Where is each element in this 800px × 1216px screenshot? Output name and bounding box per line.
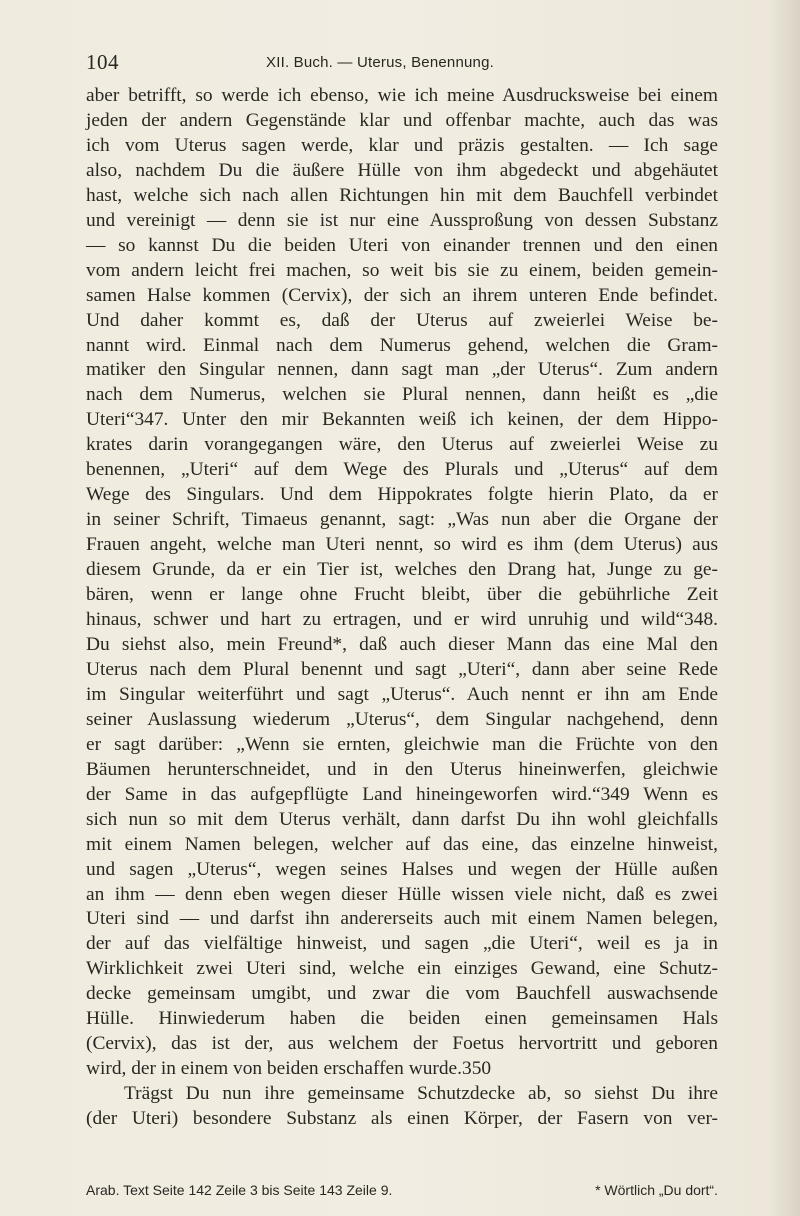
text-line: aber betrifft, so werde ich ebenso, wie ich meine Ausdrucksweise bei einem [86, 85, 718, 106]
text-line: decke gemeinsam umgibt, und zwar die vom Bauchfell auswachsende [86, 983, 718, 1005]
text-line: an ihm — denn eben wegen dieser Hülle wissen viele nicht, daß es zwei [86, 883, 718, 905]
text-line: Wirklichkeit zwei Uteri sind, welche ein einziges Gewand, eine Schutz- [86, 958, 718, 980]
text-line: Trägst Du nun ihre gemeinsame Schutzdecke ab, so siehst Du ihre [124, 1083, 718, 1105]
text-line: Frauen angeht, welche man Uteri nennt, so wird es ihm (dem Uterus) aus [86, 534, 718, 556]
text-line: samen Halse kommen (Cervix), der sich an ihrem unteren Ende befindet. [86, 284, 718, 306]
text-line: Uteri“347. Unter den mir Bekannten weiß ich keinen, der dem Hippo- [86, 409, 718, 431]
text-line: Bäumen herunterschneidet, und in den Uterus hineinwerfen, gleichwie [86, 758, 718, 780]
text-line: ich vom Uterus sagen werde, klar und präzis gestalten. — Ich sage [86, 134, 718, 156]
page-footer [86, 1182, 718, 1202]
text-line: der auf das vielfältige hinweist, und sagen „die Uteri“, weil es ja in [86, 933, 718, 955]
text-line: vom andern leicht frei machen, so weit bis sie zu einem, beiden gemein- [86, 259, 718, 281]
text-line: wird, der in einem von beiden erschaffen wurde.350 [86, 1058, 492, 1080]
text-line: nannt wird. Einmal nach dem Numerus gehend, welchen die Gram- [86, 334, 718, 356]
footnote: * Wörtlich „Du dort“. [595, 1182, 718, 1198]
text-line: bären, wenn er lange ohne Frucht bleibt, über die gebührliche Zeit [86, 584, 718, 606]
text-line: in seiner Schrift, Timaeus genannt, sagt: „Was nun aber die Organe der [86, 509, 718, 531]
text-line: matiker den Singular nennen, dann sagt man „der Uterus“. Zum andern [86, 359, 718, 381]
text-line: Uteri sind — und darfst ihn andererseits auch mit einem Namen belegen, [86, 908, 718, 930]
text-line: krates darin vorangegangen wäre, den Uterus auf zweierlei Weise zu [86, 434, 718, 456]
text-line: er sagt darüber: „Wenn sie ernten, gleichwie man die Früchte von den [86, 733, 718, 755]
text-line: also, nachdem Du die äußere Hülle von ihm abgedeckt und abgehäutet [86, 159, 718, 181]
text-line: Du siehst also, mein Freund*, daß auch dieser Mann das eine Mal den [86, 633, 718, 655]
text-line: und sagen „Uterus“, wegen seines Halses und wegen der Hülle außen [86, 858, 718, 880]
text-line: und vereinigt — denn sie ist nur eine Aussproßung von dessen Substanz [86, 209, 718, 231]
text-line: im Singular weiterführt und sagt „Uterus“. Auch nennt er ihn am Ende [86, 683, 718, 705]
text-line: der Same in das aufgepflügte Land hineingeworfen wird.“349 Wenn es [86, 783, 718, 805]
text-line: seiner Auslassung wiederum „Uterus“, dem Singular nachgehend, denn [86, 708, 718, 730]
text-line: benennen, „Uteri“ auf dem Wege des Plurals und „Uterus“ auf dem [86, 459, 718, 481]
text-line: — so kannst Du die beiden Uteri von einander trennen und den einen [86, 234, 718, 256]
text-line: (der Uteri) besondere Substanz als einen Körper, der Fasern von ver- [86, 1108, 718, 1130]
text-line: Hülle. Hinwiederum haben die beiden einen gemeinsamen Hals [86, 1008, 718, 1030]
text-line: Wege des Singulars. Und dem Hippokrates folgte hierin Plato, da er [86, 484, 718, 506]
text-line: mit einem Namen belegen, welcher auf das eine, das einzelne hinweist, [86, 833, 718, 855]
page-header [86, 50, 718, 80]
source-reference: Arab. Text Seite 142 Zeile 3 bis Seite 143 Zeile 9. [86, 1182, 393, 1198]
page-number: 104 [86, 50, 119, 74]
body-text [86, 84, 718, 1132]
text-line: hinaus, schwer und hart zu ertragen, und er wird unruhig und wild“348. [86, 609, 718, 631]
text-line: hast, welche sich nach allen Richtungen hin mit dem Bauchfell verbindet [86, 184, 718, 206]
text-line: nach dem Numerus, welchen sie Plural nennen, dann heißt es „die [86, 384, 718, 406]
text-line: jeden der andern Gegenstände klar und offenbar machte, auch das was [86, 109, 718, 131]
text-line: (Cervix), das ist der, aus welchem der Foetus hervortritt und geboren [86, 1033, 718, 1055]
text-line: diesem Grunde, da er ein Tier ist, welches den Drang hat, Junge zu ge- [86, 559, 718, 581]
text-line: Und daher kommt es, daß der Uterus auf zweierlei Weise be- [86, 309, 718, 331]
text-line: Uterus nach dem Plural benennt und sagt „Uteri“, dann aber seine Rede [86, 658, 718, 680]
running-head: XII. Buch. — Uterus, Benennung. [266, 54, 494, 71]
text-line: sich nun so mit dem Uterus verhält, dann darfst Du ihn wohl gleichfalls [86, 808, 718, 830]
